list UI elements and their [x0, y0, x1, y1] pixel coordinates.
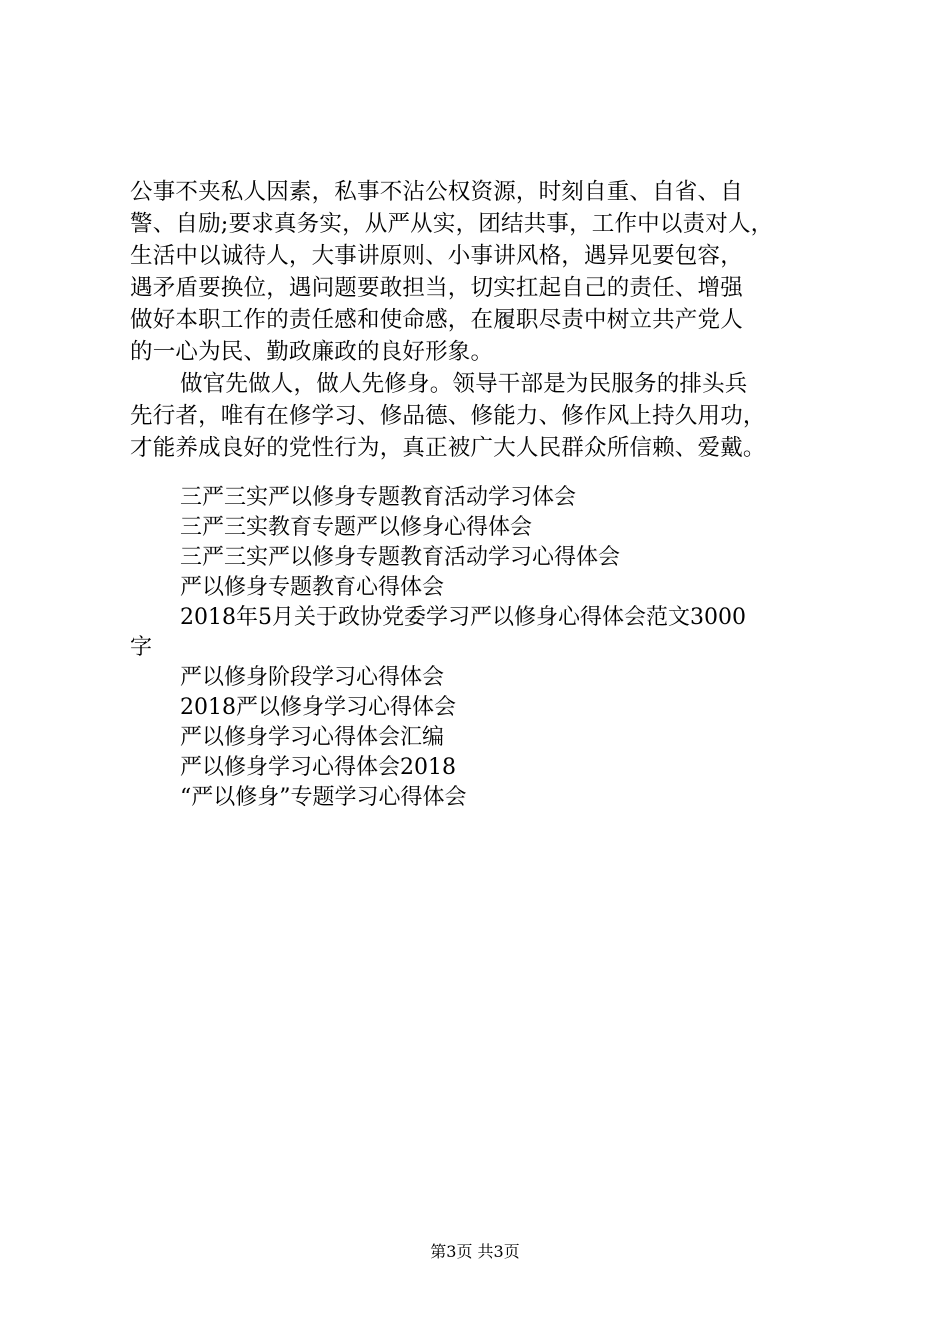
body-line: 遇矛盾要换位，遇问题要敢担当，切实扛起自己的责任、增强 [130, 275, 743, 301]
body-line: 才能养成良好的党性行为，真正被广大人民群众所信赖、爱戴。 [130, 435, 766, 461]
related-article-link[interactable]: 严以修身专题教育心得体会 [180, 575, 445, 600]
related-article-link[interactable]: 三严三实严以修身专题教育活动学习体会 [180, 485, 577, 510]
related-article-link[interactable]: 三严三实严以修身专题教育活动学习心得体会 [180, 545, 621, 570]
body-line: 做好本职工作的责任感和使命感，在履职尽责中树立共产党人 [130, 307, 743, 333]
related-article-link[interactable]: 严以修身学习心得体会2018 [180, 755, 456, 780]
body-line: 公事不夹私人因素，私事不沾公权资源，时刻自重、自省、自 [130, 179, 743, 205]
related-article-link[interactable]: 严以修身阶段学习心得体会 [180, 665, 445, 690]
page-number-footer: 第3页 共3页 [430, 1242, 520, 1261]
related-article-link[interactable]: 2018年5月关于政协党委学习严以修身心得体会范文3000 [180, 605, 746, 630]
related-article-link-continuation[interactable]: 字 [130, 635, 153, 660]
body-line: 先行者，唯有在修学习、修品德、修能力、修作风上持久用功， [130, 403, 766, 429]
related-article-link[interactable]: 2018严以修身学习心得体会 [180, 695, 456, 720]
body-line: 警、自励;要求真务实，从严从实，团结共事，工作中以责对人， [130, 211, 774, 237]
body-line: 生活中以诚待人，大事讲原则、小事讲风格，遇异见要包容， [130, 243, 743, 269]
body-line: 的一心为民、勤政廉政的良好形象。 [130, 339, 494, 365]
related-article-link[interactable]: 严以修身学习心得体会汇编 [180, 725, 445, 750]
related-article-link[interactable]: “严以修身”专题学习心得体会 [180, 785, 467, 810]
body-line: 做官先做人，做人先修身。领导干部是为民服务的排头兵 [180, 371, 748, 397]
related-article-link[interactable]: 三严三实教育专题严以修身心得体会 [180, 515, 533, 540]
